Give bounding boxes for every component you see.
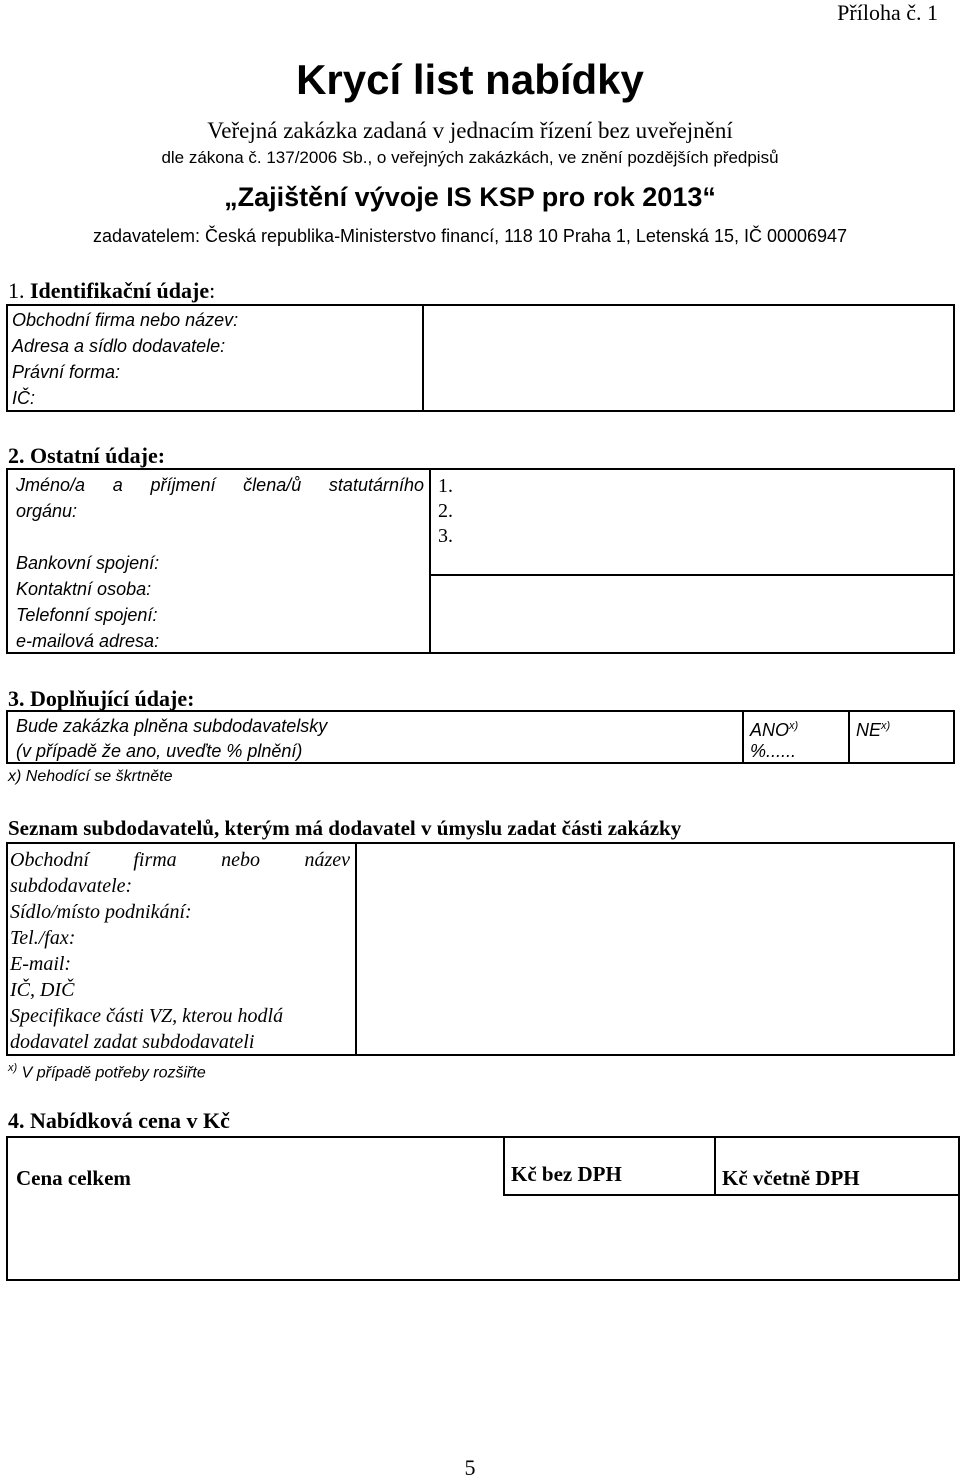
field-address: Adresa a sídlo dodavatele: [12,336,226,356]
statutory-number-2: 2. [438,500,453,522]
page-number: 5 [464,1455,476,1480]
section-3-heading: 3. Doplňující údaje: [8,686,195,711]
footnote-extend-text: V případě potřeby rozšiřte [21,1064,206,1082]
annex-label: Příloha č. 1 [837,0,938,25]
field-sub-tel: Tel./fax: [10,927,76,949]
field-legal-form: Právní forma: [12,362,121,382]
option-no-label: NE [856,720,882,740]
statutory-number-1: 1. [438,475,453,497]
input-subcontractor[interactable] [357,844,953,1054]
option-yes-mark: x) [789,720,799,732]
field-statutory-line2: orgánu: [16,501,78,521]
field-statutory-line1: Jméno/a a příjmení člena/ů statutárního [16,475,424,495]
question-line1: Bude zakázka plněna subdodavatelsky [16,716,328,736]
field-bank: Bankovní spojení: [16,553,160,573]
other-data-table [6,468,955,654]
section-1-colon: : [209,278,216,303]
price-without-vat-label: Kč bez DPH [511,1162,622,1186]
subtitle-procedure: Veřejná zakázka zadaná v jednacím řízení bez uveřejnění [207,118,733,143]
price-total-label: Cena celkem [16,1166,131,1190]
percent-field[interactable]: %...... [750,741,797,761]
input-statutory[interactable] [431,470,953,574]
input-ico[interactable] [424,384,953,410]
question-line2: (v případě že ano, uveďte % plnění) [16,741,303,761]
field-sub-ico: IČ, DIČ [10,979,75,1001]
field-sub-name-line2: subdodavatele: [10,875,133,897]
price-table [6,1136,960,1281]
section-1-heading [8,278,215,304]
field-email: e-mailová adresa: [16,631,160,651]
footnote-extend-mark: x) [8,1062,18,1074]
section-2-heading: 2. Ostatní údaje: [8,443,166,468]
input-contacts[interactable] [431,576,953,652]
field-sub-name-line1: Obchodní firma nebo název [10,849,350,871]
input-company-name[interactable] [424,306,953,332]
input-price-without-vat[interactable] [505,1196,714,1279]
subtitle-law: dle zákona č. 137/2006 Sb., o veřejných zakázkách, ve znění pozdějších předpisů [161,148,779,167]
input-address[interactable] [424,332,953,358]
section-4-heading: 4. Nabídková cena v Kč [8,1108,230,1133]
identification-table [6,304,955,412]
footnote-strike: x) Nehodící se škrtněte [8,768,173,785]
option-no-mark: x) [881,720,891,732]
option-yes-label: ANO [750,720,790,740]
field-sub-seat: Sídlo/místo podnikání: [10,901,192,923]
field-company-name: Obchodní firma nebo název: [12,310,239,330]
field-phone: Telefonní spojení: [16,605,158,625]
input-price-with-vat[interactable] [716,1196,958,1279]
subcontractors-heading: Seznam subdodavatelů, kterým má dodavatel v úmyslu zadat části zakázky [8,816,682,840]
footnote-extend [8,1055,206,1086]
option-no[interactable] [856,713,890,743]
field-ico: IČ: [12,388,36,408]
project-name: „Zajištění vývoje IS KSP pro rok 2013“ [224,182,716,212]
input-legal-form[interactable] [424,358,953,384]
field-sub-spec-line1: Specifikace části VZ, kterou hodlá [10,1005,284,1027]
field-sub-spec-line2: dodavatel zadat subdodavateli [10,1031,255,1053]
section-1-number: 1. [8,278,25,303]
contracting-authority: zadavatelem: Česká republika-Ministerstvo financí, 118 10 Praha 1, Letenská 15, IČ 00006947 [92,226,848,246]
subcontracting-table [6,710,955,764]
field-contact-person: Kontaktní osoba: [16,579,152,599]
price-with-vat-label: Kč včetně DPH [722,1166,860,1190]
statutory-number-3: 3. [438,525,453,547]
section-1-title: Identifikační údaje [30,278,210,303]
subcontractors-table [6,842,955,1056]
field-sub-email: E-mail: [10,953,72,975]
document-title: Krycí list nabídky [296,56,644,103]
